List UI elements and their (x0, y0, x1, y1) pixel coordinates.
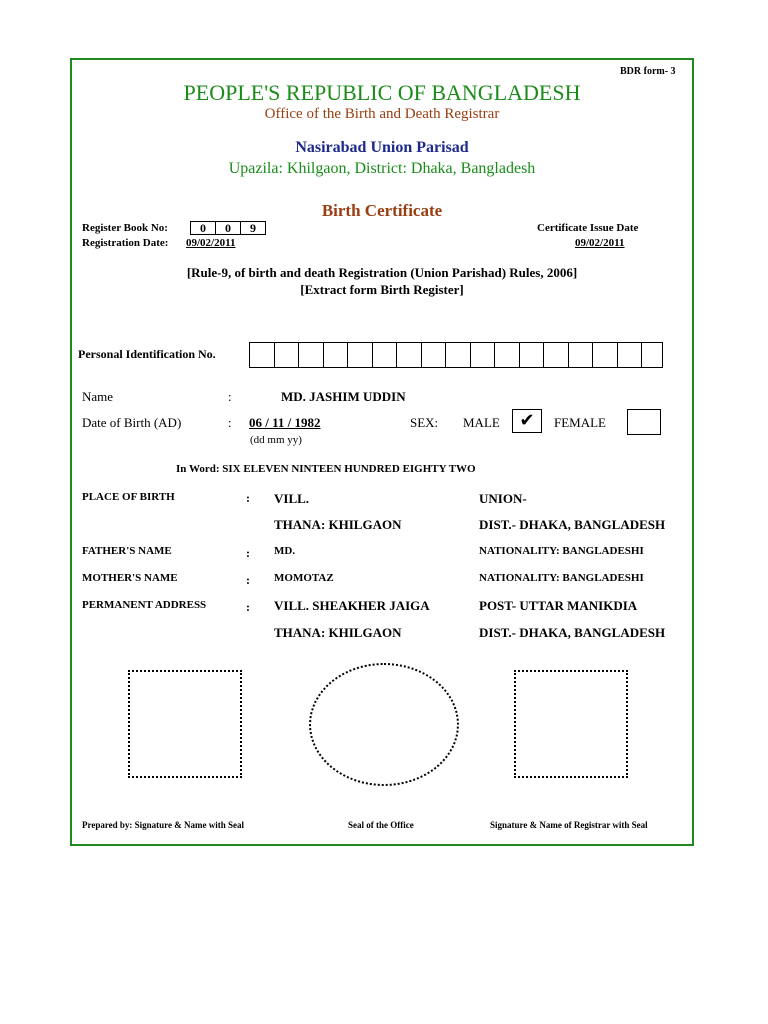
mother-nationality: NATIONALITY: BANGLADESHI (479, 572, 644, 584)
register-book-number (190, 221, 266, 235)
father-nationality: NATIONALITY: BANGLADESHI (479, 545, 644, 557)
dob-value: 06 / 11 / 1982 (249, 415, 321, 430)
register-extract-note: [Extract form Birth Register] (300, 282, 464, 297)
office-title: Office of the Birth and Death Registrar (264, 106, 500, 122)
male-checkbox[interactable]: ✔ (512, 409, 542, 433)
place-village: VILL. (274, 491, 310, 506)
pin-digit-box (471, 343, 496, 367)
place-thana: THANA: KHILGAON (274, 517, 402, 532)
pin-digit-box (250, 343, 275, 367)
country-title: PEOPLE'S REPUBLIC OF BANGLADESH (183, 80, 581, 105)
dob-format-hint: (dd mm yy) (250, 434, 302, 446)
pin-digit-box (275, 343, 300, 367)
pin-digit-box (348, 343, 373, 367)
dob-label: Date of Birth (AD) (82, 415, 182, 430)
register-digit: 0 (191, 222, 216, 234)
pin-digit-box (544, 343, 569, 367)
dob-in-words: In Word: SIX ELEVEN NINTEEN HUNDRED EIGHTY TWO (176, 463, 476, 475)
mother-name: MOMOTAZ (274, 572, 334, 584)
pin-digit-box (422, 343, 447, 367)
name-value: MD. JASHIM UDDIN (281, 389, 406, 404)
union-name: Nasirabad Union Parisad (295, 139, 469, 156)
pin-digit-box (520, 343, 545, 367)
pin-digit-box (397, 343, 422, 367)
female-checkbox[interactable] (627, 409, 661, 435)
place-district: DIST.- DHAKA, BANGLADESH (479, 517, 666, 532)
pin-digit-box (446, 343, 471, 367)
office-seal-caption: Seal of the Office (348, 820, 414, 830)
permanent-village: VILL. SHEAKHER JAIGA (274, 598, 430, 613)
document-title: Birth Certificate (321, 201, 443, 220)
issue-date-label: Certificate Issue Date (537, 222, 639, 234)
location-line: Upazila: Khilgaon, District: Dhaka, Bangladesh (228, 160, 536, 177)
father-name-label: FATHER'S NAME (82, 545, 172, 557)
place-of-birth-label: PLACE OF BIRTH (82, 491, 175, 503)
mother-colon: : (246, 573, 250, 587)
pin-digit-box (569, 343, 594, 367)
pin-digit-box (324, 343, 349, 367)
name-label: Name (82, 389, 114, 404)
rule-reference: [Rule-9, of birth and death Registration (Union Parishad) Rules, 2006] (186, 265, 578, 280)
dob-colon: : (228, 415, 232, 430)
pin-boxes (249, 342, 663, 368)
place-union: UNION- (479, 491, 527, 506)
pin-digit-box (593, 343, 618, 367)
register-digit: 9 (250, 221, 256, 235)
office-seal-circle (309, 663, 459, 786)
place-colon: : (246, 491, 250, 505)
male-label: MALE (463, 415, 500, 430)
registrar-caption: Signature & Name of Registrar with Seal (490, 820, 648, 830)
pin-label: Personal Identification No. (78, 347, 216, 361)
registration-date: 09/02/2011 (186, 237, 236, 249)
form-code: BDR form- 3 (620, 66, 676, 77)
pin-digit-box (373, 343, 398, 367)
sex-label: SEX: (410, 415, 439, 430)
address-colon: : (246, 600, 250, 614)
pin-digit-box (299, 343, 324, 367)
permanent-address-label: PERMANENT ADDRESS (82, 599, 207, 611)
pin-digit-box (618, 343, 643, 367)
registrar-signature-box (514, 670, 628, 778)
name-colon: : (228, 389, 232, 404)
pin-digit-box (495, 343, 520, 367)
register-book-label: Register Book No: (82, 222, 168, 234)
registration-date-label: Registration Date: (82, 237, 169, 249)
prepared-by-caption: Prepared by: Signature & Name with Seal (82, 820, 244, 830)
permanent-district: DIST.- DHAKA, BANGLADESH (479, 625, 666, 640)
father-name: MD. (274, 545, 296, 557)
mother-name-label: MOTHER'S NAME (82, 572, 178, 584)
permanent-thana: THANA: KHILGAON (274, 625, 402, 640)
issue-date: 09/02/2011 (575, 237, 625, 249)
female-label: FEMALE (554, 415, 606, 430)
preparer-signature-box (128, 670, 242, 778)
register-digit: 0 (216, 222, 241, 234)
permanent-post: POST- UTTAR MANIKDIA (479, 598, 638, 613)
pin-digit-box (642, 343, 662, 367)
father-colon: : (246, 546, 250, 560)
